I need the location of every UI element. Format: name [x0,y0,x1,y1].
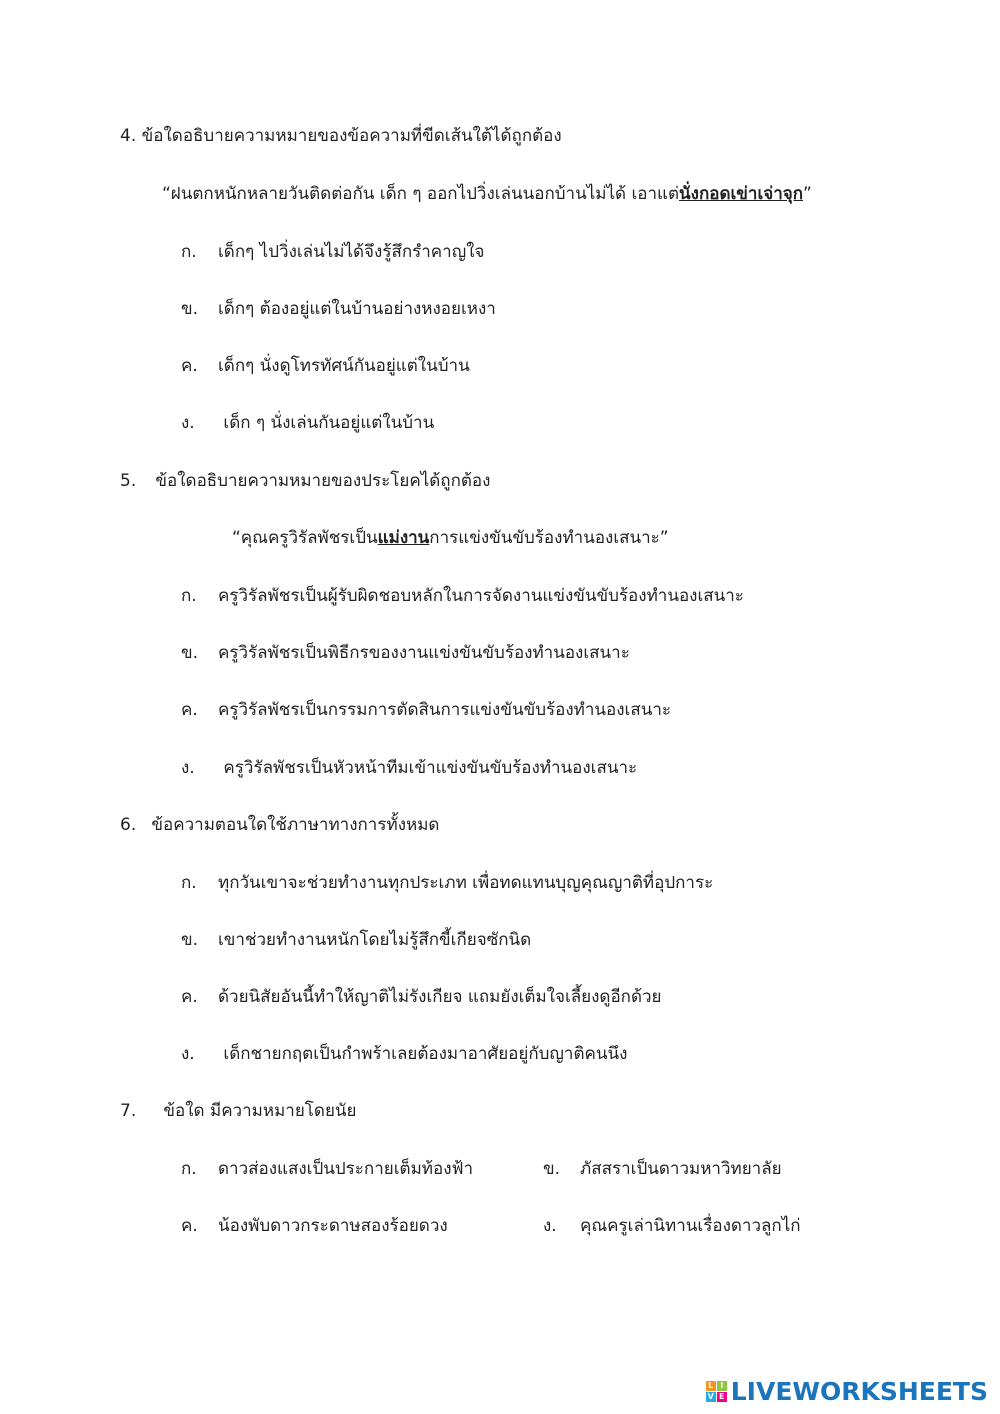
option-item[interactable] [181,641,630,665]
quote-close: ” [803,184,812,204]
option-item[interactable] [181,411,434,435]
brand-name: LIVEWORKSHEETS [730,1377,988,1406]
underlined-phrase: นั่งกอดเข่าเจ่าจุก [679,184,804,204]
option-text: เด็กๆ ต้องอยู่แต่ในบ้านอย่างหงอยเหงา [218,299,496,319]
option-item[interactable] [181,297,496,321]
option-label: ก. [181,242,197,262]
underlined-phrase: แม่งาน [377,528,430,548]
option-label: ค. [181,987,198,1007]
option-item[interactable] [181,871,713,895]
option-label: ก. [181,586,197,606]
question-number: 5. [120,471,137,491]
option-label: ค. [181,356,198,376]
option-item[interactable] [181,1157,473,1181]
question-5-quote [232,526,669,550]
question-6-prompt [120,813,439,837]
option-label: ง. [181,758,195,778]
option-label: ก. [181,873,197,893]
option-text: เด็ก ๆ นั่งเล่นกันอยู่แต่ในบ้าน [218,413,435,433]
question-4-prompt [120,124,562,148]
option-label: ก. [181,1159,197,1179]
question-text: ข้อใด มีความหมายโดยนัย [163,1101,357,1121]
option-label: ง. [181,413,195,433]
quote-close: การแข่งขันขับร้องทำนองเสนาะ” [429,528,669,548]
option-text: ครูวิรัลพัชรเป็นหัวหน้าทีมเข้าแข่งขันขับร้องทำนองเสนาะ [218,758,638,778]
option-text: น้องพับดาวกระดาษสองร้อยดวง [218,1216,448,1236]
question-text: ข้อความตอนใดใช้ภาษาทางการทั้งหมด [151,815,440,835]
option-label: ข. [181,643,199,663]
option-text: ดาวส่องแสงเป็นประกายเต็มท้องฟ้า [218,1159,474,1179]
question-7-prompt [120,1099,357,1123]
option-item[interactable] [181,584,744,608]
option-item[interactable] [181,354,470,378]
question-number: 7. [120,1101,137,1121]
option-text: เด็กๆ นั่งดูโทรทัศน์กันอยู่แต่ในบ้าน [218,356,470,376]
option-item[interactable] [181,1214,448,1238]
option-item[interactable] [181,698,671,722]
question-text: ข้อใดอธิบายความหมายของประโยคได้ถูกต้อง [155,471,491,491]
option-text: เขาช่วยทำงานหนักโดยไม่รู้สึกขี้เกียจซักนิด [218,930,532,950]
option-label: ข. [543,1159,561,1179]
option-text: ครูวิรัลพัชรเป็นกรรมการตัดสินการแข่งขันขับร้องทำนองเสนาะ [218,700,672,720]
option-text: ครูวิรัลพัชรเป็นผู้รับผิดชอบหลักในการจัดงานแข่งขันขับร้องทำนองเสนาะ [218,586,744,606]
option-text: เด็กชายกฤตเป็นกำพร้าเลยต้องมาอาศัยอยู่กับญาติคนนึง [218,1044,628,1064]
option-label: ง. [543,1216,557,1236]
option-label: ค. [181,1216,198,1236]
option-text: ด้วยนิสัยอันนี้ทำให้ญาติไม่รังเกียจ แถมยังเต็มใจเลี้ยงดูอีกด้วย [218,987,662,1007]
option-label: ข. [181,299,199,319]
option-label: ข. [181,930,199,950]
option-label: ค. [181,700,198,720]
option-text: คุณครูเล่านิทานเรื่องดาวลูกไก่ [580,1216,801,1236]
option-item[interactable] [181,1042,627,1066]
logo-icon: L I V E [706,1381,727,1402]
quote-text: “คุณครูวิรัลพัชรเป็น [232,528,378,548]
option-item[interactable] [181,240,484,264]
option-item[interactable] [181,756,637,780]
question-text: ข้อใดอธิบายความหมายของข้อความที่ขีดเส้นใต้ได้ถูกต้อง [141,126,562,146]
option-item[interactable] [181,928,531,952]
liveworksheets-logo [706,1377,988,1406]
option-item[interactable] [181,985,662,1009]
option-text: เด็กๆ ไปวิ่งเล่นไม่ได้จึงรู้สึกรำคาญใจ [218,242,485,262]
option-item[interactable] [543,1157,782,1181]
option-item[interactable] [543,1214,801,1238]
question-number: 4. [120,126,137,146]
option-text: ครูวิรัลพัชรเป็นพิธีกรของงานแข่งขันขับร้องทำนองเสนาะ [218,643,630,663]
option-text: ทุกวันเขาจะช่วยทำงานทุกประเภท เพื่อทดแทนบุญคุณญาติที่อุปการะ [218,873,714,893]
question-4-quote [162,182,812,206]
question-5-prompt [120,469,490,493]
question-number: 6. [120,815,137,835]
option-text: ภัสสราเป็นดาวมหาวิทยาลัย [580,1159,782,1179]
quote-text: “ฝนตกหนักหลายวันติดต่อกัน เด็ก ๆ ออกไปวิ่งเล่นนอกบ้านไม่ได้ เอาแต่ [162,184,680,204]
option-label: ง. [181,1044,195,1064]
